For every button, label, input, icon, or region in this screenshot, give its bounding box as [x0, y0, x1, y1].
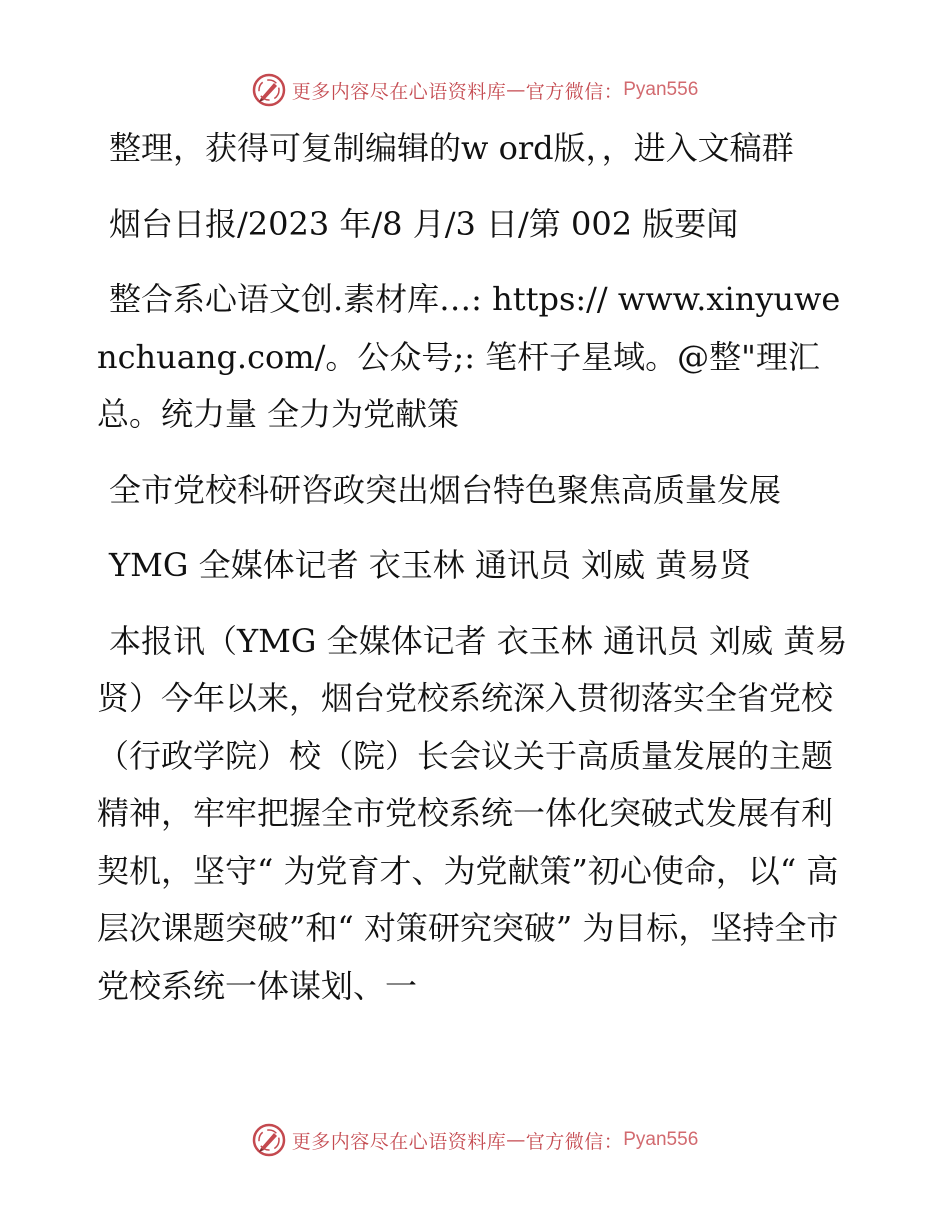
- article-body: 本报讯（YMG 全媒体记者 衣玉林 通讯员 刘威 黄易贤）今年以来，烟台党校系统深入贯彻落实全省党校（行政学院）校（院）长会议关于高质量发展的主题精神，牢牢把握全市党校系统一体化突破式发展有利契机，坚守“ 为党育才、为党献策”初心使命，以“ 高层次课题突破”和“ 对策研究突破” 为目标，坚持全市党校系统一体谋划、一: [97, 621, 848, 1005]
- watermark-separator: —: [506, 79, 526, 101]
- paragraph-website: 整合系心语文创.素材库…: https:// www.xinyuwenchuang.com/。公众号;: 笔杆子星域。@整"理汇总。统力量 全力为党献策: [97, 280, 841, 433]
- watermark-footer: [0, 1120, 950, 1160]
- paragraph-source: 烟台日报/2023 年/8 月/3 日/第 002 版要闻: [109, 204, 739, 243]
- watermark-separator: —: [506, 1129, 526, 1151]
- watermark-main-text: 更多内容尽在心语资料库: [291, 1130, 507, 1153]
- paragraph-intro: 整理，获得可复制编辑的w ord版，，进入文稿群: [109, 129, 794, 167]
- pen-logo-icon: [252, 1123, 286, 1157]
- watermark-wechat-id: Pyan556: [623, 1129, 699, 1150]
- headline: 全市党校科研咨政突出烟台特色聚焦高质量发展: [109, 470, 782, 509]
- watermark-official-label: 官方微信：: [525, 1130, 624, 1153]
- document-body: [97, 120, 857, 1033]
- pen-logo-icon: [252, 73, 286, 107]
- byline: YMG 全媒体记者 衣玉林 通讯员 刘威 黄易贤: [109, 546, 752, 584]
- watermark-wechat-id: Pyan556: [623, 79, 699, 100]
- watermark-main-text: 更多内容尽在心语资料库: [291, 80, 507, 103]
- watermark-header: [0, 70, 950, 110]
- watermark-official-label: 官方微信：: [525, 80, 624, 103]
